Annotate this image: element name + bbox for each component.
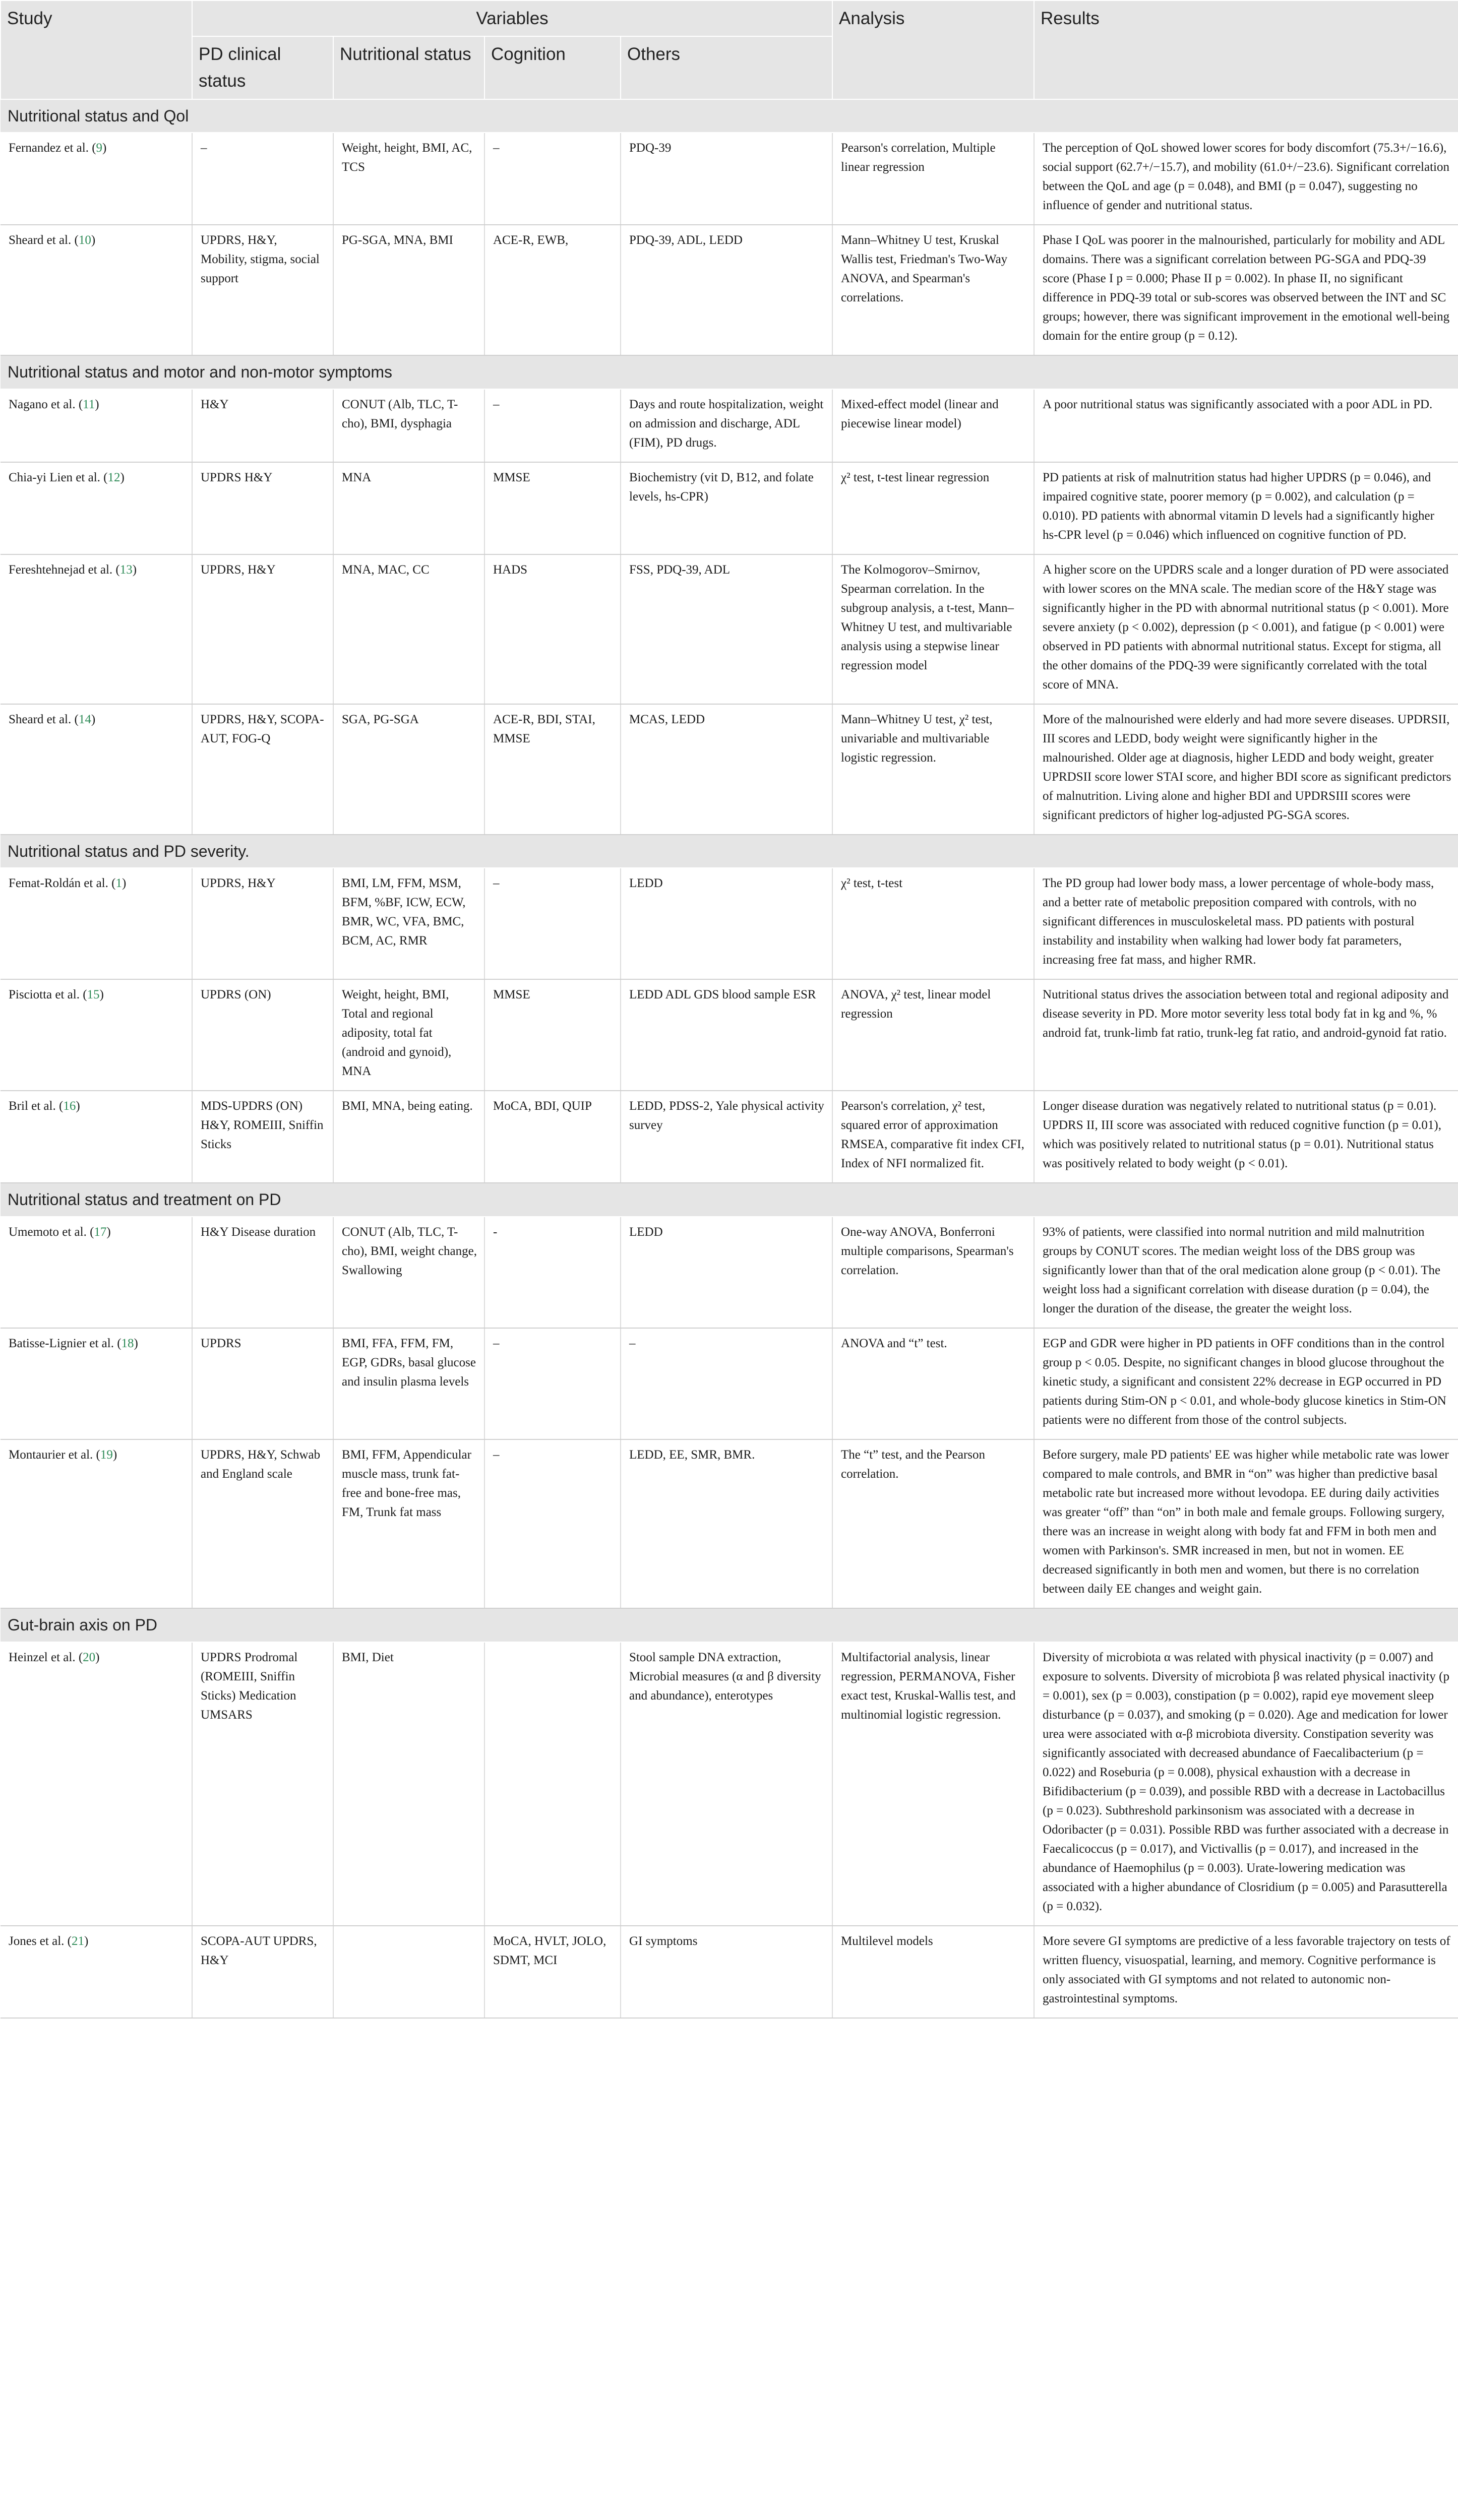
results-cell: Nutritional status drives the association between total and regional adiposity and disease severity in PD. More motor severity less total body fat in kg and %, % android fat, trunk-limb fat ratio, trunk-leg fat ratio, and android-gynoid fat ratio. [1034, 979, 1458, 1091]
results-cell: Longer disease duration was negatively related to nutritional status (p = 0.01). UPDRS II, III score was associated with reduced cognitive function (p = 0.01), which was positively related to nutritional status (p = 0.01). Nutritional status was positively related to body weight (p < 0.01). [1034, 1091, 1458, 1183]
reference-link[interactable]: 10 [78, 233, 91, 247]
study-cell [1, 462, 192, 554]
study-author: Jones et al. ( [9, 1934, 72, 1948]
pd-clinical-status-cell: UPDRS, H&Y, SCOPA-AUT, FOG-Q [192, 704, 333, 835]
reference-link[interactable]: 11 [83, 397, 95, 411]
cognition-cell: – [484, 1328, 621, 1439]
nutritional-status-cell: Weight, height, BMI, AC, TCS [333, 133, 484, 225]
nutritional-status-cell: PG-SGA, MNA, BMI [333, 225, 484, 355]
reference-close-paren: ) [91, 233, 96, 247]
reference-link[interactable]: 14 [78, 712, 91, 726]
cognition-cell: - [484, 1217, 621, 1328]
table-row [1, 1328, 1458, 1439]
nutritional-status-cell [333, 1926, 484, 2018]
reference-close-paren: ) [112, 1448, 117, 1462]
study-cell [1, 1439, 192, 1608]
section-header-row [1, 1608, 1458, 1642]
reference-link[interactable]: 12 [107, 470, 120, 484]
nutritional-status-cell: MNA, MAC, CC [333, 554, 484, 704]
pd-clinical-status-cell: SCOPA-AUT UPDRS, H&Y [192, 1926, 333, 2018]
reference-link[interactable]: 21 [71, 1934, 84, 1948]
study-author: Montaurier et al. ( [9, 1448, 100, 1462]
header-cognition: Cognition [484, 36, 621, 99]
header-pd-clinical-status: PD clinical status [192, 36, 333, 99]
section-header-row [1, 99, 1458, 133]
cognition-cell: – [484, 389, 621, 462]
others-cell: LEDD ADL GDS blood sample ESR [621, 979, 832, 1091]
pd-clinical-status-cell: UPDRS, H&Y [192, 554, 333, 704]
pd-clinical-status-cell: UPDRS, H&Y, Mobility, stigma, social support [192, 225, 333, 355]
results-cell: More of the malnourished were elderly and had more severe diseases. UPDRSII, III scores and LEDD, body weight were significantly higher in the malnourished. Older age at diagnosis, higher LEDD and body weight, greater UPRDSII score lower STAI score, and higher BDI score as significant predictors of malnutrition. Living alone and higher BDI and UPDRSIII scores were significant predictors of higher log-adjusted PG-SGA scores. [1034, 704, 1458, 835]
table-body [1, 99, 1458, 2018]
header-variables: Variables [192, 1, 832, 36]
table-row [1, 462, 1458, 554]
table-row [1, 133, 1458, 225]
reference-close-paren: ) [76, 1099, 80, 1113]
header-others: Others [621, 36, 832, 99]
results-cell: Before surgery, male PD patients' EE was higher while metabolic rate was lower compared to male controls, and BMR in “on” was higher than predictive basal metabolic rate but increased more without levodopa. EE during daily activities was greater “off” than “on” in both male and female groups. Following surgery, there was an increase in weight along with body fat and FFM in both men and women with Parkinson's. SMR increased in men, but not in women. EE decreased significantly in both men and women, but there is no correlation between daily EE changes and weight gain. [1034, 1439, 1458, 1608]
others-cell: LEDD, EE, SMR, BMR. [621, 1439, 832, 1608]
study-author: Sheard et al. ( [9, 712, 79, 726]
section-title: Nutritional status and treatment on PD [1, 1183, 1458, 1217]
cognition-cell: – [484, 868, 621, 979]
reference-link[interactable]: 16 [63, 1099, 76, 1113]
others-cell: MCAS, LEDD [621, 704, 832, 835]
analysis-cell: χ² test, t-test [832, 868, 1034, 979]
table-row [1, 1091, 1458, 1183]
reference-link[interactable]: 18 [121, 1337, 134, 1351]
table-row [1, 979, 1458, 1091]
table-row [1, 704, 1458, 835]
study-author: Fernandez et al. ( [9, 141, 96, 155]
study-cell [1, 554, 192, 704]
results-cell: The PD group had lower body mass, a lower percentage of whole-body mass, and a better rate of metabolic preposition compared with controls, with no significant differences in musculoskeletal mass. PD patients with postural instability and instability when walking had lower body fat parameters, increasing free fat mass, and higher RMR. [1034, 868, 1458, 979]
study-author: Umemoto et al. ( [9, 1225, 94, 1239]
others-cell: PDQ-39 [621, 133, 832, 225]
cognition-cell: MoCA, HVLT, JOLO, SDMT, MCI [484, 1926, 621, 2018]
reference-close-paren: ) [134, 1337, 138, 1351]
section-title: Nutritional status and PD severity. [1, 835, 1458, 868]
nutritional-status-cell: BMI, FFM, Appendicular muscle mass, trunk fat-free and bone-free mas, FM, Trunk fat mass [333, 1439, 484, 1608]
reference-close-paren: ) [91, 712, 96, 726]
study-author: Pisciotta et al. ( [9, 988, 87, 1002]
pd-clinical-status-cell: MDS-UPDRS (ON) H&Y, ROMEIII, Sniffin Sticks [192, 1091, 333, 1183]
nutritional-status-cell: CONUT (Alb, TLC, T-cho), BMI, dysphagia [333, 389, 484, 462]
others-cell: GI symptoms [621, 1926, 832, 2018]
table-row [1, 1926, 1458, 2018]
section-title: Nutritional status and Qol [1, 99, 1458, 133]
others-cell: – [621, 1328, 832, 1439]
pd-clinical-status-cell: – [192, 133, 333, 225]
analysis-cell: ANOVA and “t” test. [832, 1328, 1034, 1439]
results-cell: EGP and GDR were higher in PD patients in OFF conditions than in the control group p < 0.05. Despite, no significant changes in blood glucose throughout the kinetic study, a significant and consistent 22% decrease in EGP occurred in PD patients during Stim-ON p < 0.01, and whole-body glucose kinetics in Stim-ON patients were no different from those of the control subjects. [1034, 1328, 1458, 1439]
section-header-row [1, 355, 1458, 389]
reference-link[interactable]: 15 [87, 988, 100, 1002]
nutritional-status-cell: CONUT (Alb, TLC, T-cho), BMI, weight change, Swallowing [333, 1217, 484, 1328]
others-cell: Biochemistry (vit D, B12, and folate levels, hs-CPR) [621, 462, 832, 554]
results-cell: More severe GI symptoms are predictive of a less favorable trajectory on tests of written fluency, visuospatial, learning, and memory. Cognitive performance is only associated with GI symptoms and not related to autonomic non-gastrointestinal symptoms. [1034, 1926, 1458, 2018]
study-cell [1, 1642, 192, 1926]
nutritional-status-cell: MNA [333, 462, 484, 554]
others-cell: LEDD, PDSS-2, Yale physical activity survey [621, 1091, 832, 1183]
analysis-cell: χ² test, t-test linear regression [832, 462, 1034, 554]
others-cell: Stool sample DNA extraction, Microbial measures (α and β diversity and abundance), enterotypes [621, 1642, 832, 1926]
table-row [1, 1642, 1458, 1926]
table-row [1, 1217, 1458, 1328]
table-header [1, 1, 1458, 99]
study-author: Sheard et al. ( [9, 233, 79, 247]
cognition-cell: MoCA, BDI, QUIP [484, 1091, 621, 1183]
section-title: Nutritional status and motor and non-motor symptoms [1, 355, 1458, 389]
study-author: Chia-yi Lien et al. ( [9, 470, 108, 484]
analysis-cell: Mann–Whitney U test, χ² test, univariable and multivariable logistic regression. [832, 704, 1034, 835]
study-author: Fereshtehnejad et al. ( [9, 562, 120, 577]
study-cell [1, 704, 192, 835]
reference-close-paren: ) [95, 397, 99, 411]
results-cell: A higher score on the UPDRS scale and a longer duration of PD were associated with lower scores on the MNA scale. The median score of the H&Y stage was significantly higher in the PD with abnormal nutritional status (p < 0.001). More severe anxiety (p < 0.002), depression (p < 0.001), and fatigue (p < 0.001) were observed in PD patients with abnormal nutritional status. Except for stigma, all the other domains of the PDQ-39 were significantly correlated with the total score of MNA. [1034, 554, 1458, 704]
reference-link[interactable]: 9 [96, 141, 103, 155]
cognition-cell: ACE-R, EWB, [484, 225, 621, 355]
cognition-cell: MMSE [484, 462, 621, 554]
header-analysis: Analysis [832, 1, 1034, 99]
nutritional-status-cell: BMI, MNA, being eating. [333, 1091, 484, 1183]
cognition-cell [484, 1642, 621, 1926]
analysis-cell: ANOVA, χ² test, linear model regression [832, 979, 1034, 1091]
others-cell: Days and route hospitalization, weight on admission and discharge, ADL (FIM), PD drugs. [621, 389, 832, 462]
analysis-cell: Mixed-effect model (linear and piecewise linear model) [832, 389, 1034, 462]
reference-link[interactable]: 1 [115, 876, 122, 891]
reference-link[interactable]: 20 [83, 1650, 96, 1664]
study-cell [1, 1217, 192, 1328]
header-study: Study [1, 1, 192, 99]
header-nutritional-status: Nutritional status [333, 36, 484, 99]
nutritional-status-cell: SGA, PG-SGA [333, 704, 484, 835]
analysis-cell: Pearson's correlation, χ² test, squared error of approximation RMSEA, comparative fit index CFI, Index of NFI normalized fit. [832, 1091, 1034, 1183]
reference-close-paren: ) [106, 1225, 111, 1239]
pd-clinical-status-cell: H&Y [192, 389, 333, 462]
reference-close-paren: ) [132, 562, 137, 577]
nutritional-status-cell: BMI, FFA, FFM, FM, EGP, GDRs, basal glucose and insulin plasma levels [333, 1328, 484, 1439]
study-cell [1, 979, 192, 1091]
results-cell: Diversity of microbiota α was related with physical inactivity (p = 0.007) and exposure to solvents. Diversity of microbiota β was related physical inactivity (p = 0.001), sex (p = 0.003), constipation (p = 0.002), rapid eye movement sleep disturbance (p = 0.037), and smoking (p = 0.020). Age and medication for lower urea were associated with α-β microbiota diversity. Constipation severity was significantly associated with decreased abundance of Faecalibacterium (p = 0.022) and Roseburia (p = 0.008), physical exhaustion with a decrease in Bifidibacterium (p = 0.039), and possible RBD with a decrease in Lactobacillus (p = 0.023). Subthreshold parkinsonism was associated with a decrease in Odoribacter (p = 0.031). Possible RBD was further associated with a decrease in Faecalicoccus (p = 0.017), and Victivallis (p = 0.017), and increased in the abundance of Haemophilus (p = 0.003). Urate-lowering medication was associated with a higher abundance of Closridium (p = 0.005) and Parasutterella (p = 0.032). [1034, 1642, 1458, 1926]
nutritional-status-cell: Weight, height, BMI, Total and regional adiposity, total fat (android and gynoid), MNA [333, 979, 484, 1091]
reference-link[interactable]: 19 [100, 1448, 113, 1462]
nutritional-status-cell: BMI, Diet [333, 1642, 484, 1926]
others-cell: PDQ-39, ADL, LEDD [621, 225, 832, 355]
study-cell [1, 225, 192, 355]
table-row [1, 225, 1458, 355]
cognition-cell: – [484, 1439, 621, 1608]
reference-close-paren: ) [102, 141, 107, 155]
results-cell: Phase I QoL was poorer in the malnourished, particularly for mobility and ADL domains. There was a significant correlation between PG-SGA and PDQ-39 score (Phase I p = 0.000; Phase II p = 0.002). In phase II, no significant difference in PDQ-39 total or sub-scores was observed between the INT and SC groups; however, there was significant improvement in the emotional well-being domain for the entire group (p = 0.12). [1034, 225, 1458, 355]
study-cell [1, 1328, 192, 1439]
pd-clinical-status-cell: UPDRS [192, 1328, 333, 1439]
study-cell [1, 1091, 192, 1183]
study-cell [1, 1926, 192, 2018]
table-row [1, 554, 1458, 704]
pd-clinical-status-cell: UPDRS, H&Y [192, 868, 333, 979]
study-author: Bril et al. ( [9, 1099, 64, 1113]
study-cell [1, 868, 192, 979]
table-row [1, 1439, 1458, 1608]
cognition-cell: HADS [484, 554, 621, 704]
results-cell: A poor nutritional status was significantly associated with a poor ADL in PD. [1034, 389, 1458, 462]
others-cell: LEDD [621, 1217, 832, 1328]
pd-clinical-status-cell: UPDRS (ON) [192, 979, 333, 1091]
analysis-cell: Pearson's correlation, Multiple linear regression [832, 133, 1034, 225]
header-results: Results [1034, 1, 1458, 99]
reference-link[interactable]: 17 [94, 1225, 107, 1239]
results-cell: The perception of QoL showed lower scores for body discomfort (75.3+/−16.6), social support (62.7+/−15.7), and mobility (61.0+/−23.6). Significant correlation between the QoL and age (p = 0.048), and BMI (p = 0.047), suggesting no influence of gender and nutritional status. [1034, 133, 1458, 225]
cognition-cell: ACE-R, BDI, STAI, MMSE [484, 704, 621, 835]
results-cell: 93% of patients, were classified into normal nutrition and mild malnutrition groups by CONUT scores. The median weight loss of the DBS group was significantly lower than that of the oral medication alone group (p < 0.01). The weight loss had a significant correlation with disease duration (p = 0.04), the longer the duration of the disease, the greater the weight loss. [1034, 1217, 1458, 1328]
pd-clinical-status-cell: UPDRS Prodromal (ROMEIII, Sniffin Sticks) Medication UMSARS [192, 1642, 333, 1926]
section-header-row [1, 1183, 1458, 1217]
reference-link[interactable]: 13 [119, 562, 133, 577]
section-title: Gut-brain axis on PD [1, 1608, 1458, 1642]
reference-close-paren: ) [84, 1934, 89, 1948]
table-row [1, 389, 1458, 462]
results-cell: PD patients at risk of malnutrition status had higher UPDRS (p = 0.046), and impaired cognitive state, poorer memory (p = 0.002), and calculation (p = 0.010). PD patients with abnormal vitamin D levels had a significantly higher hs-CPR level (p = 0.046) which influenced on cognitive function of PD. [1034, 462, 1458, 554]
pd-clinical-status-cell: H&Y Disease duration [192, 1217, 333, 1328]
others-cell: LEDD [621, 868, 832, 979]
section-header-row [1, 835, 1458, 868]
analysis-cell: Multifactorial analysis, linear regression, PERMANOVA, Fisher exact test, Kruskal-Wallis test, and multinomial logistic regression. [832, 1642, 1034, 1926]
reference-close-paren: ) [95, 1650, 100, 1664]
cognition-cell: MMSE [484, 979, 621, 1091]
pd-clinical-status-cell: UPDRS, H&Y, Schwab and England scale [192, 1439, 333, 1608]
table-row [1, 868, 1458, 979]
analysis-cell: Multilevel models [832, 1926, 1034, 2018]
pd-clinical-status-cell: UPDRS H&Y [192, 462, 333, 554]
reference-close-paren: ) [122, 876, 127, 891]
study-author: Nagano et al. ( [9, 397, 83, 411]
cognition-cell: – [484, 133, 621, 225]
analysis-cell: The “t” test, and the Pearson correlation. [832, 1439, 1034, 1608]
study-author: Femat-Roldán et al. ( [9, 876, 116, 891]
study-author: Heinzel et al. ( [9, 1650, 83, 1664]
reference-close-paren: ) [120, 470, 125, 484]
analysis-cell: Mann–Whitney U test, Kruskal Wallis test, Friedman's Two-Way ANOVA, and Spearman's correlations. [832, 225, 1034, 355]
analysis-cell: The Kolmogorov–Smirnov, Spearman correlation. In the subgroup analysis, a t-test, Mann–Whitney U test, and multivariable analysis using a stepwise linear regression model [832, 554, 1034, 704]
study-cell [1, 133, 192, 225]
study-author: Batisse-Lignier et al. ( [9, 1337, 122, 1351]
analysis-cell: One-way ANOVA, Bonferroni multiple comparisons, Spearman's correlation. [832, 1217, 1034, 1328]
others-cell: FSS, PDQ-39, ADL [621, 554, 832, 704]
reference-close-paren: ) [99, 988, 104, 1002]
nutritional-status-cell: BMI, LM, FFM, MSM, BFM, %BF, ICW, ECW, BMR, WC, VFA, BMC, BCM, AC, RMR [333, 868, 484, 979]
study-cell [1, 389, 192, 462]
